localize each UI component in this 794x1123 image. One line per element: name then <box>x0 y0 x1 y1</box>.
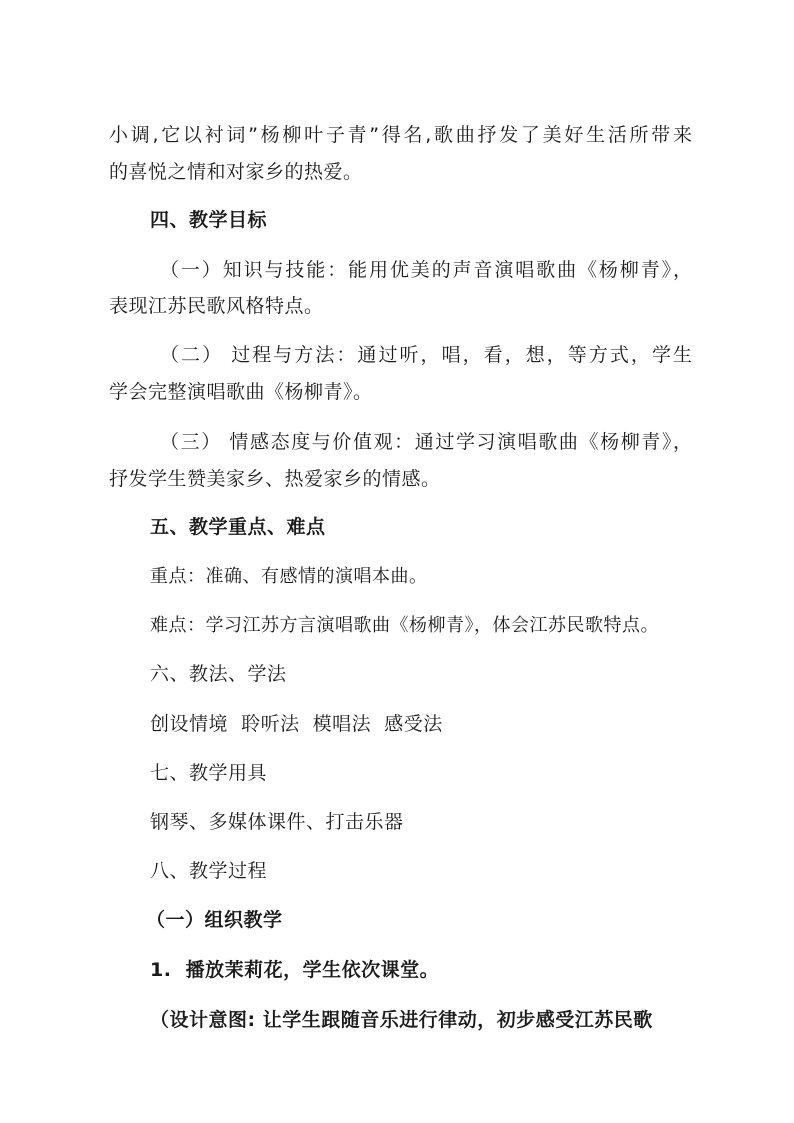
goal-knowledge-line-2: 表现江苏民歌风格特点。 <box>109 295 324 317</box>
goal-emotion-line-1: （三） 情感态度与价值观：通过学习演唱歌曲《杨柳青》， <box>160 431 692 453</box>
intro-line-1: 小调,它以衬词”杨柳叶子青”得名,歌曲抒发了美好生活所带来 <box>109 124 692 146</box>
subsection-organize: （一）组织教学 <box>146 909 283 931</box>
section-heading-methods: 六、教法、学法 <box>150 663 287 685</box>
section-heading-key-points: 五、教学重点、难点 <box>150 516 326 538</box>
methods-text: 创设情境 聆听法 模唱法 感受法 <box>150 713 443 735</box>
design-intent-text: （设计意图: 让学生跟随音乐进行律动，初步感受江苏民歌 <box>150 1009 653 1031</box>
tools-text: 钢琴、多媒体课件、打击乐器 <box>150 811 404 833</box>
intro-line-2: 的喜悦之情和对家乡的热爱。 <box>109 161 363 183</box>
key-point-text: 重点：准确、有感情的演唱本曲。 <box>150 566 428 587</box>
step-1-text: 1. 播放茉莉花，学生依次课堂。 <box>150 959 440 981</box>
goal-process-line-2: 学会完整演唱歌曲《杨柳青》。 <box>109 381 373 403</box>
section-heading-process: 八、教学过程 <box>150 860 268 882</box>
goal-knowledge-line-1: （一）知识与技能：能用优美的声音演唱歌曲《杨柳青》， <box>160 259 692 281</box>
goal-emotion-line-2: 抒发学生赞美家乡、热爱家乡的情感。 <box>109 468 441 490</box>
section-heading-tools: 七、教学用具 <box>150 762 268 784</box>
difficulty-text: 难点：学习江苏方言演唱歌曲《杨柳青》，体会江苏民歌特点。 <box>150 615 659 636</box>
section-heading-teaching-goals: 四、教学目标 <box>150 209 268 231</box>
goal-process-line-1: （二） 过程与方法：通过听，唱，看，想，等方式，学生 <box>160 344 692 366</box>
